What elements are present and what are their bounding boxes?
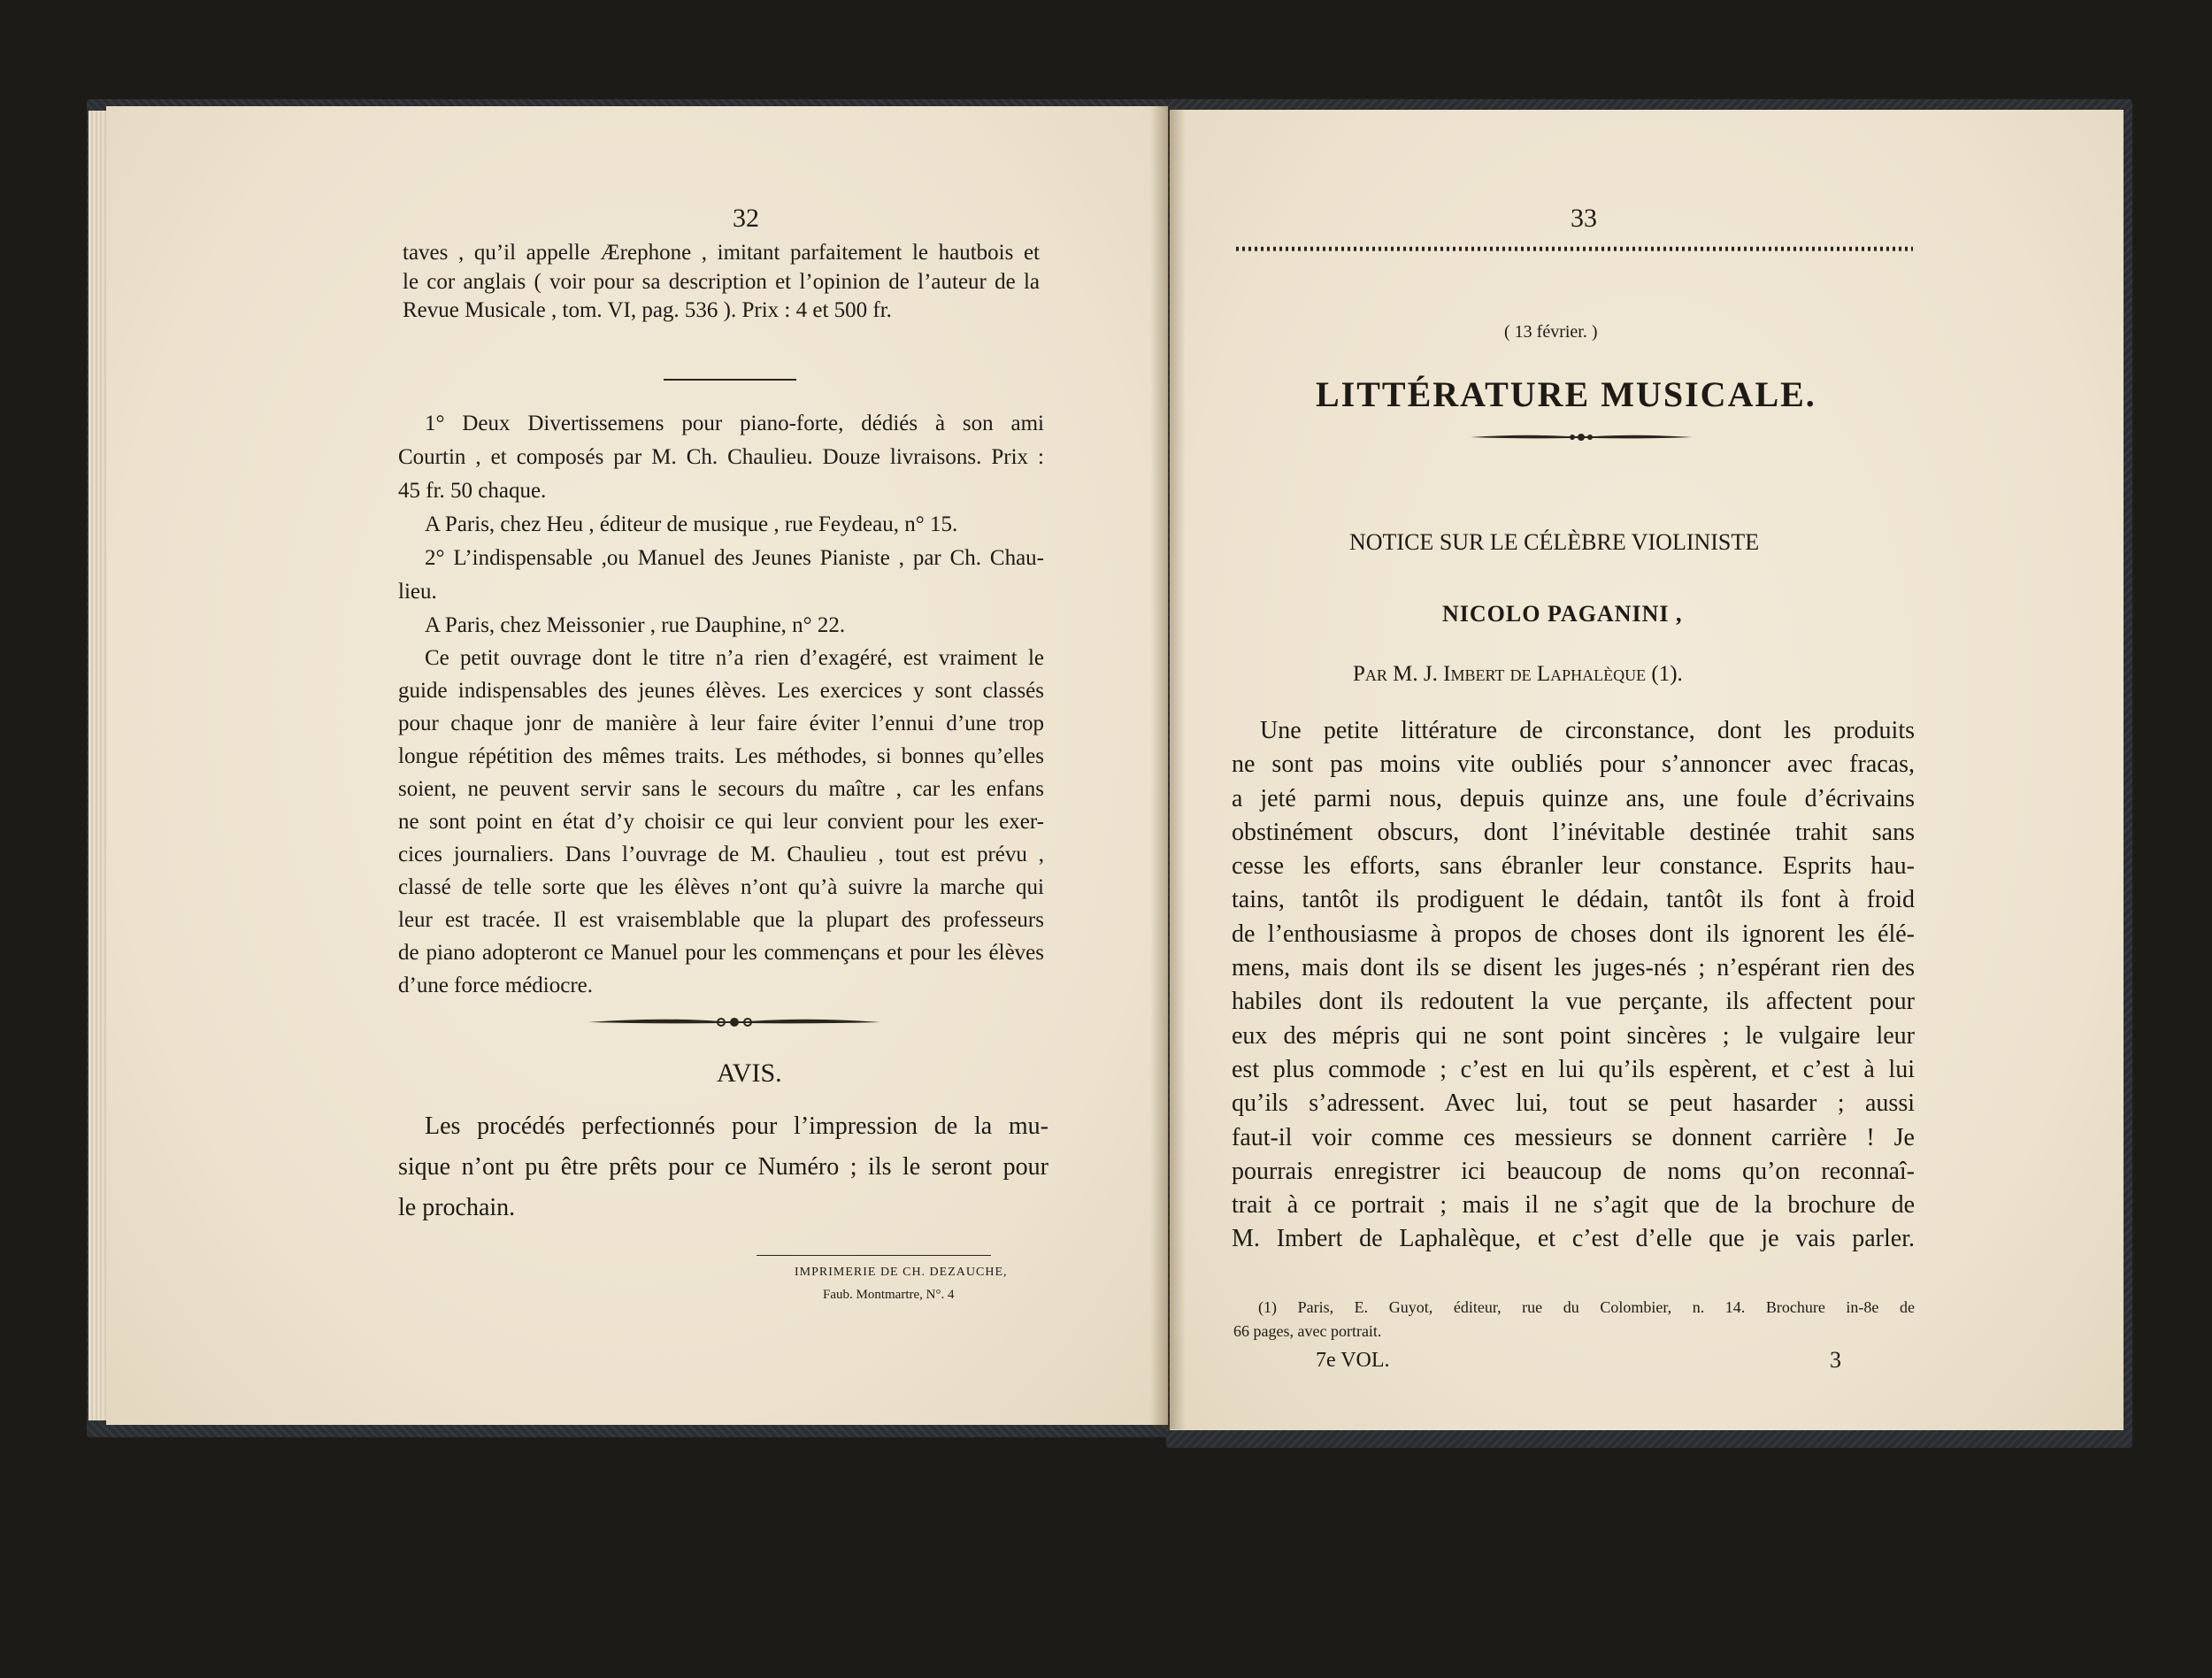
avis-text [398,1106,1048,1228]
paragraph-line: eux des mépris qui ne sont point sincères ; le vulgaire leur [1232,1021,1915,1050]
printer-address: Faub. Montmartre, N°. 4 [823,1288,955,1302]
left-page [106,106,1168,1425]
printer-rule [757,1255,991,1256]
announcement-line: A Paris, chez Heu , éditeur de musique , rue Feydeau, n° 15. [425,512,958,536]
printer-line: IMPRIMERIE DE CH. DEZAUCHE, [795,1266,1008,1279]
footnote-line: (1) Paris, E. Guyot, éditeur, rue du Colombier, n. 14. Brochure in-8e de [1258,1298,1915,1316]
paragraph-line: cices journaliers. Dans l’ouvrage de M. Chaulieu , tout est prévu , [398,843,1044,866]
avis-line: Les procédés perfectionnés pour l’impression de la mu- [425,1112,1048,1140]
title-rule-pattern [1236,242,1913,253]
page-number: 33 [1571,204,1597,233]
footnote [1233,1296,1915,1343]
paragraph-line: longue répétition des mêmes traits. Les méthodes, si bonnes qu’elles [398,744,1044,768]
text-line: Revue Musicale , tom. VI, pag. 536 ). Prix : 4 et 500 fr. [403,298,892,322]
paragraph-line: soient, ne peuvent servir sans le secours du maître , car les enfans [398,777,1044,801]
paragraph-line: leur est tracée. Il est vraisemblable que la plupart des professeurs [398,908,1044,932]
book-gutter [1150,106,1186,1429]
announcements [398,407,1044,643]
page-number: 32 [733,204,759,233]
paragraph-line: mens, mais dont ils se disent les juges-nés ; n’espérant rien des [1232,954,1915,982]
paragraph-line: a jeté parmi nous, depuis quinze ans, une foule d’écrivains [1232,784,1915,812]
date-line: ( 13 février. ) [1504,322,1598,342]
avis-line: le prochain. [398,1194,516,1221]
footnote-line: 66 pages, avec portrait. [1233,1322,1382,1340]
paragraph-line: est plus commode ; c’est en lui qu’ils espèrent, et c’est à lui [1232,1055,1915,1083]
ornament-divider [588,1013,880,1031]
paragraph-line: de piano adopteront ce Manuel pour les commençans et pour les élèves [398,941,1044,965]
paragraph-line: ne sont point en état d’y choisir ce qui leur convient pour les exer- [398,810,1044,834]
divider-rule [664,379,796,381]
paragraph-line: de l’enthousiasme à propos de choses dont ils ignorent les élé- [1232,920,1915,948]
text-line: le cor anglais ( voir pour sa description et l’opinion de l’auteur de la [403,269,1040,294]
paragraph-line: pourrais enregistrer ici beaucoup de noms qu’on reconnaî- [1232,1157,1915,1185]
paragraph-line: ne sont pas moins vite oubliés pour s’annoncer avec fracas, [1232,750,1915,779]
article-title: LITTÉRATURE MUSICALE. [1316,374,1816,414]
paragraph-line: Une petite littérature de circonstance, dont les produits [1260,717,1915,744]
announcement-line: 45 fr. 50 chaque. [398,479,547,503]
ornament-divider [1471,430,1692,444]
notice-line: NOTICE SUR LE CÉLÈBRE VIOLINISTE [1349,529,1760,555]
paragraph-line: Ce petit ouvrage dont le titre n’a rien d’exagéré, est vraiment le [425,646,1044,670]
paragraph-line: classé de telle sorte que les élèves n’ont qu’à suivre la marche qui [398,875,1044,899]
article-paragraph [1232,714,1915,1257]
announcement-line: 2° L’indispensable ,ou Manuel des Jeunes Pianiste , par Ch. Chau- [425,546,1044,570]
paragraph-line: M. Imbert de Laphalèque, et c’est d’elle que je vais parler. [1232,1225,1915,1253]
right-page [1170,110,2124,1430]
paragraph-line: guide indispensables des jeunes élèves. Les exercices y sont classés [398,679,1044,703]
avis-heading: AVIS. [717,1058,782,1088]
paragraph-line: cesse les efforts, sans ébranler leur constance. Esprits hau- [1232,852,1915,881]
announcement-line: lieu. [398,580,437,604]
paragraph-line: d’une force médiocre. [398,974,594,997]
text-line: taves , qu’il appelle Ærephone , imitant parfaitement le hautbois et [403,241,1040,265]
announcement-line: A Paris, chez Meissonier , rue Dauphine, n° 22. [425,613,846,637]
paragraph-line: tains, tantôt ils prodiguent le dédain, tantôt ils font à froid [1232,886,1915,914]
announcement-line: 1° Deux Divertissemens pour piano-forte, dédiés à son ami [425,412,1044,435]
main-paragraph [398,642,1044,1002]
paragraph-line: obstinément obscurs, dont l’inévitable destinée trahit sans [1232,818,1915,846]
signature-number: 3 [1830,1347,1841,1373]
paragraph-line: pour chaque jonr de manière à leur faire éviter l’ennui d’une trop [398,712,1044,735]
paragraph-line: trait à ce portrait ; mais il ne s’agit que de la brochure de [1232,1191,1915,1220]
byline: Par M. J. Imbert de Laphalèque (1). [1353,662,1683,686]
paragraph-line: qu’ils s’adressent. Avec lui, tout se peut hasarder ; aussi [1232,1089,1915,1118]
paragraph-line: habiles dont ils redoutent la vue perçante, ils affectent pour [1232,988,1915,1016]
signature-volume: 7e VOL. [1316,1349,1390,1372]
subject-name: NICOLO PAGANINI , [1442,601,1683,627]
announcement-line: Courtin , et composés par M. Ch. Chaulieu. Douze livraisons. Prix : [398,445,1044,469]
paragraph-line: faut-il voir comme ces messieurs se donnent carrière ! Je [1232,1123,1915,1151]
intro-text [403,239,1040,326]
avis-line: sique n’ont pu être prêts pour ce Numéro ; ils le seront pour [398,1153,1048,1181]
